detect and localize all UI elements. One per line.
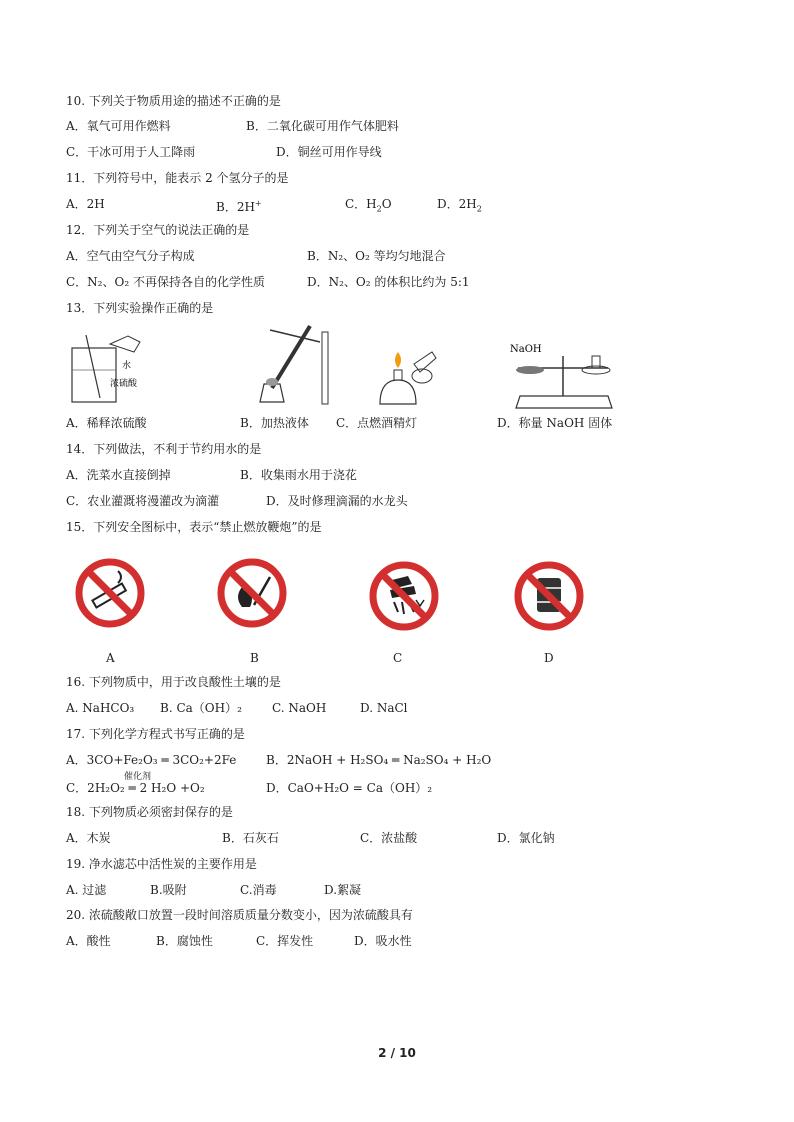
q10-stem: 10. 下列关于物质用途的描述不正确的是: [66, 94, 281, 108]
dilute-acid-figure: [66, 330, 156, 410]
no-open-flame-sign-icon: [216, 557, 288, 629]
q16-option-a: A. NaHCO₃: [66, 701, 135, 715]
q16-option-d: D. NaCl: [360, 701, 408, 715]
q15-label-d: D: [544, 651, 554, 665]
q14-stem: 14．下列做法，不利于节约用水的是: [66, 442, 262, 456]
q11-option-b-text: B．2H: [216, 200, 255, 214]
q20-stem: 20. 浓硫酸敞口放置一段时间溶质质量分数变小，因为浓硫酸具有: [66, 908, 413, 922]
q15-label-b: B: [250, 651, 259, 665]
q16-option-c: C. NaOH: [272, 701, 327, 715]
q20-option-c: C．挥发性: [256, 934, 314, 948]
q14-option-c: C．农业灌溉将漫灌改为滴灌: [66, 494, 220, 508]
q10-option-c: C．干冰可用于人工降雨: [66, 145, 196, 159]
q18-option-c: C．浓盐酸: [360, 831, 418, 845]
q11-option-b-charge: +: [254, 199, 262, 208]
q17-option-c: C．2H₂O₂ ═ 2 H₂O +O₂: [66, 781, 205, 795]
q16-stem: 16. 下列物质中，用于改良酸性土壤的是: [66, 675, 281, 689]
q11-option-d-sub: 2: [476, 204, 482, 214]
q19-option-c: C.消毒: [240, 883, 277, 897]
heating-liquid-figure: [250, 322, 340, 410]
q17-option-d: D．CaO+H₂O = Ca（OH）₂: [266, 781, 433, 795]
q11-option-b: [216, 197, 262, 214]
q13-option-d: D．称量 NaOH 固体: [497, 416, 613, 430]
q10-option-b: B．二氧化碳可用作气体肥料: [246, 119, 399, 133]
page-number: 2 / 10: [378, 1046, 416, 1060]
no-firecrackers-sign-icon: [368, 560, 440, 632]
q11-option-c-sub: 2: [376, 204, 382, 214]
q20-option-d: D．吸水性: [354, 934, 412, 948]
q10-option-a: A．氧气可用作燃料: [66, 119, 171, 133]
q14-option-a: A．洗菜水直接倒掉: [66, 468, 171, 482]
q14-option-b: B．收集雨水用于浇花: [240, 468, 357, 482]
q16-option-b: B. Ca（OH）₂: [160, 701, 242, 715]
q17-stem: 17. 下列化学方程式书写正确的是: [66, 727, 245, 741]
q13-option-c: C．点燃酒精灯: [336, 416, 418, 430]
q12-option-d: D．N₂、O₂ 的体积比约为 5:1: [307, 275, 470, 289]
q10-option-d: D．铜丝可用作导线: [276, 145, 382, 159]
q12-option-b: B．N₂、O₂ 等均匀地混合: [307, 249, 446, 263]
q19-option-d: D.絮凝: [324, 883, 362, 897]
q18-option-a: A．木炭: [66, 831, 111, 845]
q17-option-a: A．3CO+Fe₂O₃ ═ 3CO₂+2Fe: [66, 753, 237, 767]
q20-option-a: A．酸性: [66, 934, 111, 948]
q18-option-d: D．氯化钠: [497, 831, 555, 845]
q15-stem: 15．下列安全图标中，表示“禁止燃放鞭炮”的是: [66, 520, 322, 534]
q11-option-c: [345, 197, 392, 216]
q12-stem: 12．下列关于空气的说法正确的是: [66, 223, 250, 237]
q20-option-b: B．腐蚀性: [156, 934, 213, 948]
q13-option-b: B．加热液体: [240, 416, 309, 430]
q11-option-d-text: D．2H: [437, 197, 477, 211]
balance-figure: [508, 340, 618, 412]
q18-option-b: B．石灰石: [222, 831, 279, 845]
q15-label-c: C: [393, 651, 403, 665]
water-label: 水: [122, 361, 132, 371]
q11-option-c-suffix: O: [381, 197, 392, 211]
q11-option-d: [437, 197, 482, 216]
q15-label-a: A: [106, 651, 115, 665]
no-oil-barrel-sign-icon: [513, 560, 585, 632]
q17-option-b: B．2NaOH + H₂SO₄ ═ Na₂SO₄ + H₂O: [266, 753, 492, 767]
q19-stem: 19. 净水滤芯中活性炭的主要作用是: [66, 857, 257, 871]
q19-option-b: B.吸附: [150, 883, 187, 897]
no-smoking-sign-icon: [74, 557, 146, 629]
q19-option-a: A. 过滤: [66, 883, 107, 897]
q13-option-a: A．稀释浓硫酸: [66, 416, 147, 430]
acid-label: 浓硫酸: [110, 379, 138, 389]
q12-option-a: A．空气由空气分子构成: [66, 249, 195, 263]
naoh-label: NaOH: [510, 344, 542, 355]
q18-stem: 18. 下列物质必须密封保存的是: [66, 805, 233, 819]
q11-option-c-text: C．H: [345, 197, 377, 211]
q11-option-a: A．2H: [66, 197, 105, 211]
alcohol-lamp-figure: [370, 344, 440, 410]
q11-stem: 11．下列符号中，能表示 2 个氢分子的是: [66, 171, 289, 185]
q13-stem: 13．下列实验操作正确的是: [66, 301, 214, 315]
q17-catalyst-label: 催化剂: [124, 772, 152, 782]
q14-option-d: D．及时修理滴漏的水龙头: [266, 494, 408, 508]
q12-option-c: C．N₂、O₂ 不再保持各自的化学性质: [66, 275, 265, 289]
